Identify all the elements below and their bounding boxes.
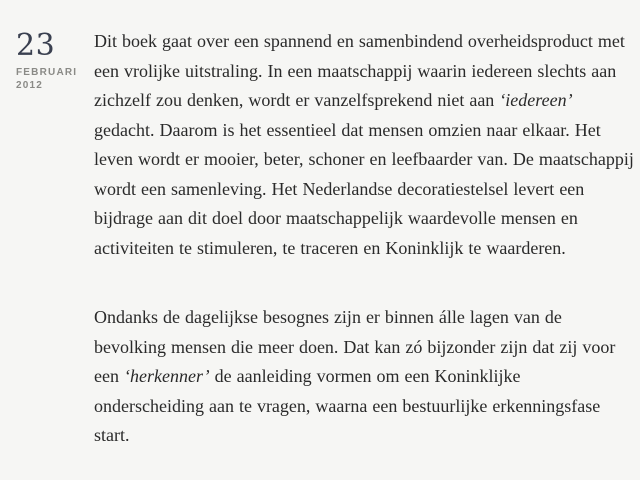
paragraph-1: [94, 27, 634, 263]
date-year: 2012: [16, 80, 44, 91]
paragraph-2-text-b: de aanleiding vormen om een Koninklijke onderscheiding aan te vragen, waarna een bestuurlijke erkenningsfase start.: [94, 366, 601, 445]
article-body: [94, 27, 634, 451]
paragraph-2-text-a: Ondanks de dagelijkse besognes zijn er binnen álle lagen van de bevolking mensen die meer doen. Dat kan zó bijzonder zijn dat zij voor een: [94, 307, 616, 386]
paragraph-1-text-b: gedacht. Daarom is het essentieel dat mensen omzien naar elkaar. Het leven wordt er mooier, beter, schoner en leefbaarder van. De maatschappij wordt een samenleving. Het Nederlandse decoratiestelsel levert een bijdrage aan dit doel door maatschappelijk waardevolle mensen en activiteiten te stimuleren, te traceren en Koninklijk te waarderen.: [94, 119, 634, 258]
paragraph-1-text-a: Dit boek gaat over een spannend en samenbindend overheidsproduct met een vrolijke uitstraling. In een maatschappij waarin iedereen slechts aan zichzelf zou denken, wordt er vanzelfsprekend niet aan: [94, 31, 625, 110]
paragraph-2: [94, 303, 634, 451]
paragraph-1-emphasis: ‘iedereen’: [499, 90, 573, 110]
paragraph-2-emphasis: ‘herkenner’: [123, 366, 210, 386]
date-month: FEBRUARI: [16, 67, 78, 78]
post-date: [16, 30, 76, 92]
date-day: 23: [16, 28, 56, 63]
